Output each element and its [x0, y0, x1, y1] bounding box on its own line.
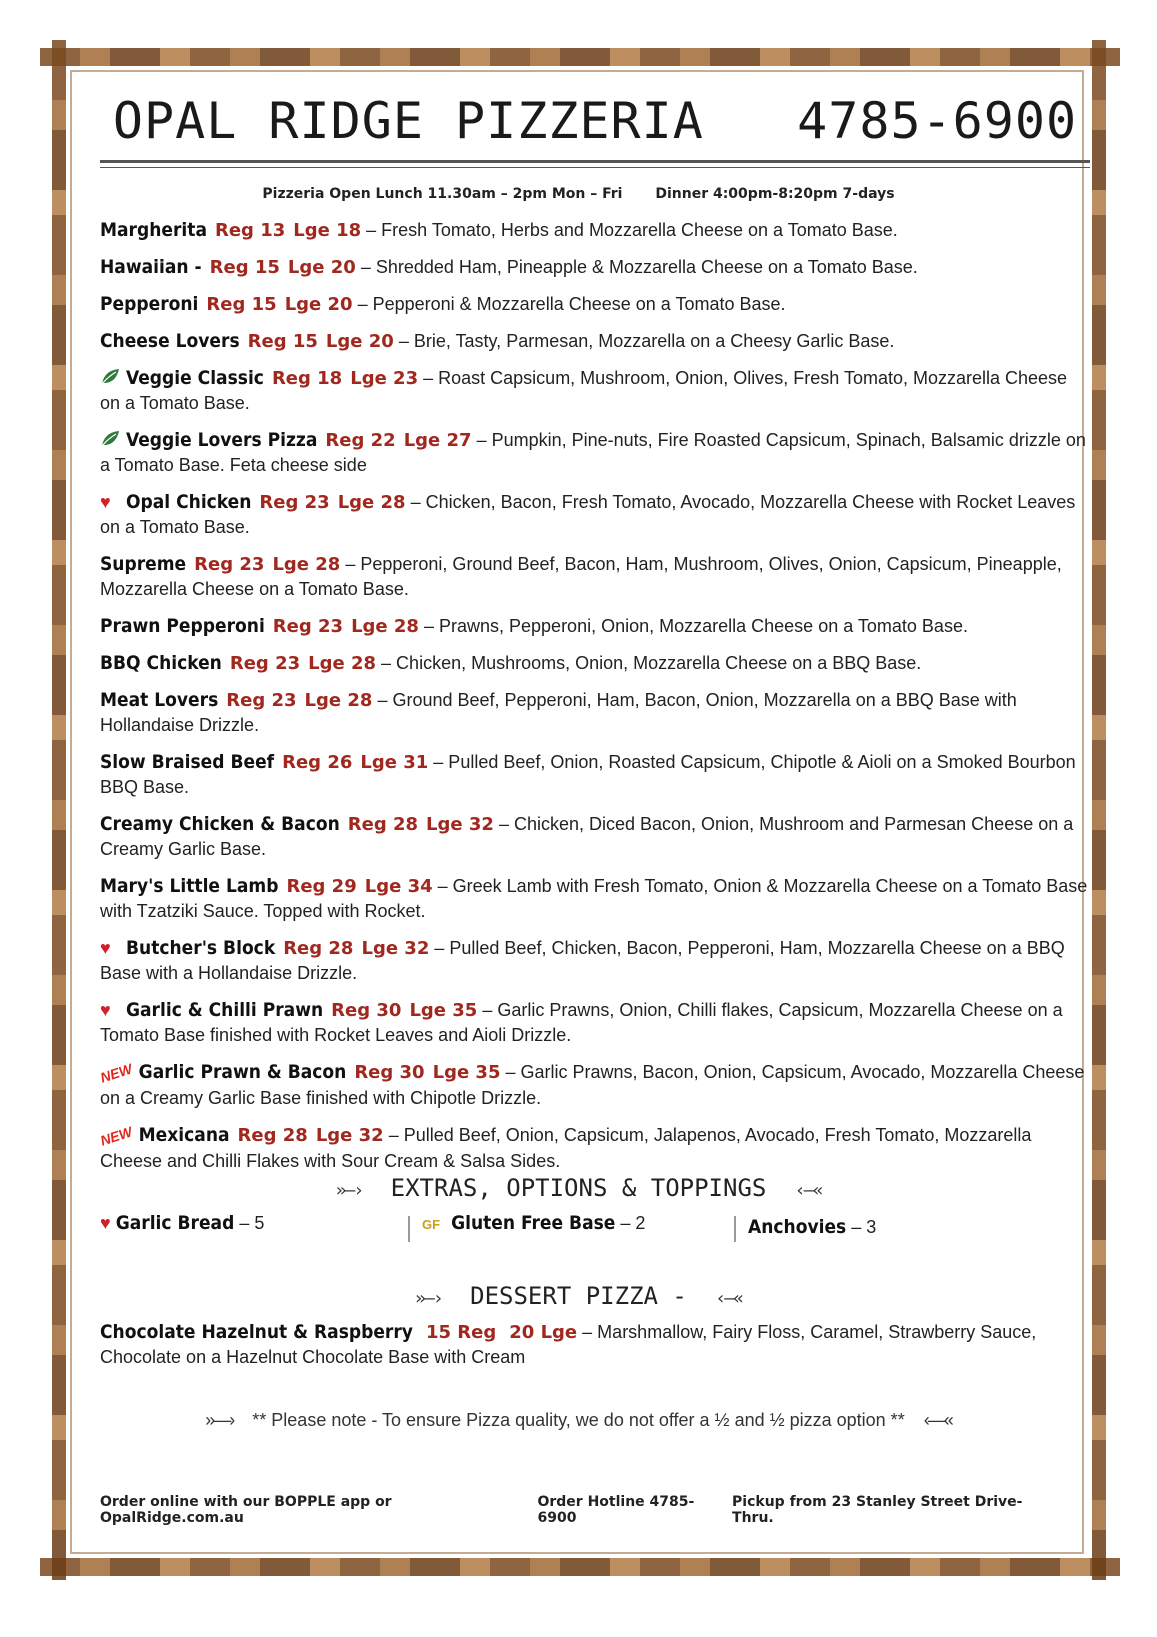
pizza-menu — [100, 218, 1090, 1186]
item-price-reg: Reg 28 — [347, 814, 419, 835]
item-description: – Garlic Prawns, Bacon, Onion, Capsicum, Avocado, Mozzarella Cheese on a Creamy Garlic Base finished with Chipotle Drizzle. — [100, 1062, 1085, 1108]
item-price-reg: Reg 15 — [206, 294, 277, 315]
item-price-lge: Lge 20 — [287, 257, 356, 278]
heart-icon: ♥ — [100, 492, 111, 512]
menu-item — [100, 329, 1090, 354]
item-price-reg: Reg 26 — [282, 752, 353, 773]
menu-item — [100, 292, 1090, 317]
menu-item — [100, 218, 1090, 243]
lunch-hours: Pizzeria Open Lunch 11.30am – 2pm Mon – Fri — [262, 186, 623, 202]
item-price-lge: Lge 27 — [403, 430, 472, 451]
menu-item — [100, 428, 1090, 478]
item-price-reg: Reg 23 — [194, 554, 265, 575]
menu-item — [100, 552, 1090, 602]
extra-price: – 2 — [620, 1213, 646, 1233]
phone-number: 4785-6900 — [797, 92, 1078, 150]
item-description: – Brie, Tasty, Parmesan, Mozzarella on a Cheesy Garlic Base. — [398, 331, 895, 351]
item-description: – Marshmallow, Fairy Floss, Caramel, Strawberry Sauce, Chocolate on a Hazelnut Chocolate Base with Cream — [100, 1322, 1037, 1367]
item-price-lge: Lge 20 — [325, 331, 394, 352]
item-description: – Pulled Beef, Onion, Roasted Capsicum, Chipotle & Aioli on a Smoked Bourbon BBQ Base. — [100, 752, 1076, 797]
title-divider — [100, 160, 1090, 163]
item-name: Margherita — [100, 219, 207, 241]
heart-icon: ♥ — [100, 1213, 111, 1233]
item-name: Pepperoni — [100, 293, 199, 315]
footer-online: Order online with our BOPPLE app or OpalRidge.com.au — [100, 1494, 392, 1526]
divider — [734, 1216, 736, 1242]
footer-hotline: Order Hotline 4785-6900 — [537, 1494, 695, 1526]
dessert-heading — [0, 1282, 1157, 1310]
extras-heading-text: EXTRAS, OPTIONS & TOPPINGS — [390, 1174, 767, 1202]
item-name: Creamy Chicken & Bacon — [100, 813, 340, 835]
menu-item — [100, 874, 1090, 924]
arrow-left-icon: ‹—« — [715, 1288, 742, 1309]
arrow-right-icon: »—› — [415, 1288, 442, 1309]
item-name: Slow Braised Beef — [100, 751, 275, 773]
item-description: – Shredded Ham, Pineapple & Mozzarella Cheese on a Tomato Base. — [360, 257, 918, 277]
item-price-lge: Lge 20 — [284, 294, 353, 315]
item-name: Veggie Lovers Pizza — [126, 429, 318, 451]
menu-item — [100, 490, 1090, 540]
extra-name: Anchovies — [748, 1216, 847, 1238]
item-price-lge: Lge 28 — [272, 554, 341, 575]
item-description: – Ground Beef, Pepperoni, Ham, Bacon, Onion, Mozzarella on a BBQ Base with Hollandaise Drizzle. — [100, 690, 1017, 735]
frame-right — [1092, 40, 1106, 1580]
item-price-reg: Reg 30 — [354, 1062, 425, 1083]
item-description: – Roast Capsicum, Mushroom, Onion, Olives, Fresh Tomato, Mozzarella Cheese on a Tomato Base. — [100, 368, 1068, 413]
item-name: Garlic Prawn & Bacon — [138, 1061, 347, 1083]
item-price-reg: 15 Reg — [425, 1322, 497, 1343]
item-price-lge: 20 Lge — [509, 1322, 578, 1343]
item-price-reg: Reg 28 — [237, 1125, 308, 1146]
pizza-note — [0, 1410, 1157, 1431]
item-description: – Pulled Beef, Onion, Capsicum, Jalapenos, Avocado, Fresh Tomato, Mozzarella Cheese and Chilli Flakes with Sour Cream & Salsa Sides. — [100, 1125, 1032, 1171]
item-price-reg: Reg 23 — [272, 616, 344, 637]
frame-bottom — [40, 1558, 1120, 1576]
footer — [100, 1494, 1060, 1526]
item-description: – Garlic Prawns, Onion, Chilli flakes, Capsicum, Mozzarella Cheese on a Tomato Base finished with Rocket Leaves and Aioli Drizzle. — [100, 1000, 1063, 1045]
item-price-lge: Lge 31 — [360, 752, 429, 773]
item-price-reg: Reg 22 — [325, 430, 396, 451]
item-price-reg: Reg 23 — [226, 690, 297, 711]
item-name: Prawn Pepperoni — [100, 615, 265, 637]
item-name: Hawaiian - — [100, 256, 202, 278]
item-price-reg: Reg 23 — [259, 492, 330, 513]
extras-heading — [0, 1174, 1157, 1202]
extra-price: – 5 — [239, 1213, 265, 1233]
item-price-reg: Reg 13 — [214, 220, 286, 241]
dessert-item — [100, 1320, 1090, 1370]
item-description: – Pepperoni, Ground Beef, Bacon, Ham, Mushroom, Olives, Onion, Capsicum, Pineapple, Mozzarella Cheese on a Tomato Base. — [100, 554, 1062, 599]
dessert-menu — [100, 1320, 1090, 1382]
item-price-lge: Lge 35 — [409, 1000, 478, 1021]
item-price-lge: Lge 32 — [361, 938, 430, 959]
leaf-icon — [100, 428, 122, 453]
item-price-lge: Lge 32 — [315, 1125, 384, 1146]
menu-item — [100, 998, 1090, 1048]
item-price-reg: Reg 18 — [271, 368, 343, 389]
menu-item — [100, 750, 1090, 800]
item-name: Veggie Classic — [126, 367, 264, 389]
heart-icon: ♥ — [100, 938, 111, 958]
arrow-left-icon: ‹—« — [923, 1410, 952, 1430]
item-description: – Chicken, Bacon, Fresh Tomato, Avocado, Mozzarella Cheese with Rocket Leaves on a Tomato Base. — [100, 492, 1076, 537]
new-badge-icon: NEW — [98, 1123, 135, 1149]
arrow-right-icon: »—› — [335, 1180, 363, 1201]
item-price-reg: Reg 30 — [331, 1000, 402, 1021]
item-price-lge: Lge 35 — [432, 1062, 501, 1083]
item-name: Cheese Lovers — [100, 330, 240, 352]
frame-top — [40, 48, 1120, 66]
heart-icon: ♥ — [100, 1000, 111, 1020]
item-name: Chocolate Hazelnut & Raspberry — [100, 1321, 413, 1343]
arrow-right-icon: »—› — [205, 1410, 234, 1430]
menu-item — [100, 614, 1090, 639]
extra-name: Garlic Bread — [115, 1212, 235, 1234]
page-title — [100, 92, 1090, 150]
item-name: Mexicana — [138, 1124, 230, 1146]
item-description: – Fresh Tomato, Herbs and Mozzarella Cheese on a Tomato Base. — [366, 220, 898, 240]
opening-hours — [0, 186, 1157, 202]
item-description: – Pumpkin, Pine-nuts, Fire Roasted Capsicum, Spinach, Balsamic drizzle on a Tomato Base. Feta cheese side — [100, 430, 1086, 475]
leaf-icon — [100, 366, 122, 391]
menu-item — [100, 255, 1090, 280]
item-description: – Greek Lamb with Fresh Tomato, Onion & Mozzarella Cheese on a Tomato Base with Tzatziki Sauce. Topped with Rocket. — [100, 876, 1088, 921]
divider — [408, 1216, 410, 1242]
item-price-lge: Lge 28 — [337, 492, 406, 513]
item-price-lge: Lge 34 — [364, 876, 433, 897]
item-name: Butcher's Block — [126, 937, 276, 959]
item-price-lge: Lge 28 — [351, 616, 419, 637]
title-divider-thin — [100, 167, 1090, 168]
item-name: Mary's Little Lamb — [100, 875, 279, 897]
item-name: BBQ Chicken — [100, 652, 222, 674]
item-price-lge: Lge 32 — [426, 814, 494, 835]
item-name: Supreme — [100, 553, 187, 575]
gluten-free-icon: GF — [422, 1217, 441, 1232]
dessert-heading-text: DESSERT PIZZA - — [470, 1282, 687, 1310]
item-description: – Prawns, Pepperoni, Onion, Mozzarella Cheese on a Tomato Base. — [423, 616, 968, 636]
footer-pickup: Pickup from 23 Stanley Street Drive-Thru. — [732, 1494, 1023, 1526]
menu-item — [100, 812, 1090, 862]
extra-gluten-free — [422, 1212, 645, 1234]
menu-item — [100, 651, 1090, 676]
menu-item — [100, 1060, 1090, 1111]
extra-name: Gluten Free Base — [451, 1212, 616, 1234]
restaurant-name: OPAL RIDGE PIZZERIA — [112, 92, 704, 150]
menu-item — [100, 688, 1090, 738]
item-price-reg: Reg 15 — [247, 331, 318, 352]
item-description: – Chicken, Diced Bacon, Onion, Mushroom and Parmesan Cheese on a Creamy Garlic Base. — [100, 814, 1074, 859]
new-badge-icon: NEW — [98, 1060, 135, 1086]
arrow-left-icon: ‹—« — [794, 1180, 822, 1201]
item-price-reg: Reg 15 — [209, 257, 280, 278]
item-description: – Pepperoni & Mozzarella Cheese on a Tomato Base. — [357, 294, 786, 314]
extra-anchovies — [748, 1216, 876, 1238]
item-price-lge: Lge 28 — [308, 653, 377, 674]
extras-row — [100, 1212, 1090, 1252]
extra-price: – 3 — [851, 1217, 877, 1237]
item-price-reg: Reg 29 — [286, 876, 357, 897]
item-name: Garlic & Chilli Prawn — [126, 999, 324, 1021]
item-price-reg: Reg 28 — [283, 938, 354, 959]
item-price-reg: Reg 23 — [229, 653, 301, 674]
menu-item — [100, 366, 1090, 416]
item-price-lge: Lge 18 — [293, 220, 362, 241]
item-name: Meat Lovers — [100, 689, 219, 711]
item-name: Opal Chicken — [126, 491, 252, 513]
dinner-hours: Dinner 4:00pm-8:20pm 7-days — [655, 186, 895, 202]
note-text: ** Please note - To ensure Pizza quality, we do not offer a ½ and ½ pizza option ** — [252, 1410, 905, 1430]
menu-item — [100, 936, 1090, 986]
item-price-lge: Lge 28 — [304, 690, 373, 711]
item-price-lge: Lge 23 — [350, 368, 419, 389]
extra-garlic-bread — [100, 1212, 264, 1234]
frame-left — [52, 40, 66, 1580]
menu-item — [100, 1123, 1090, 1174]
item-description: – Chicken, Mushrooms, Onion, Mozzarella Cheese on a BBQ Base. — [381, 653, 922, 673]
item-description: – Pulled Beef, Chicken, Bacon, Pepperoni, Ham, Mozzarella Cheese on a BBQ Base with a Hollandaise Drizzle. — [100, 938, 1065, 983]
